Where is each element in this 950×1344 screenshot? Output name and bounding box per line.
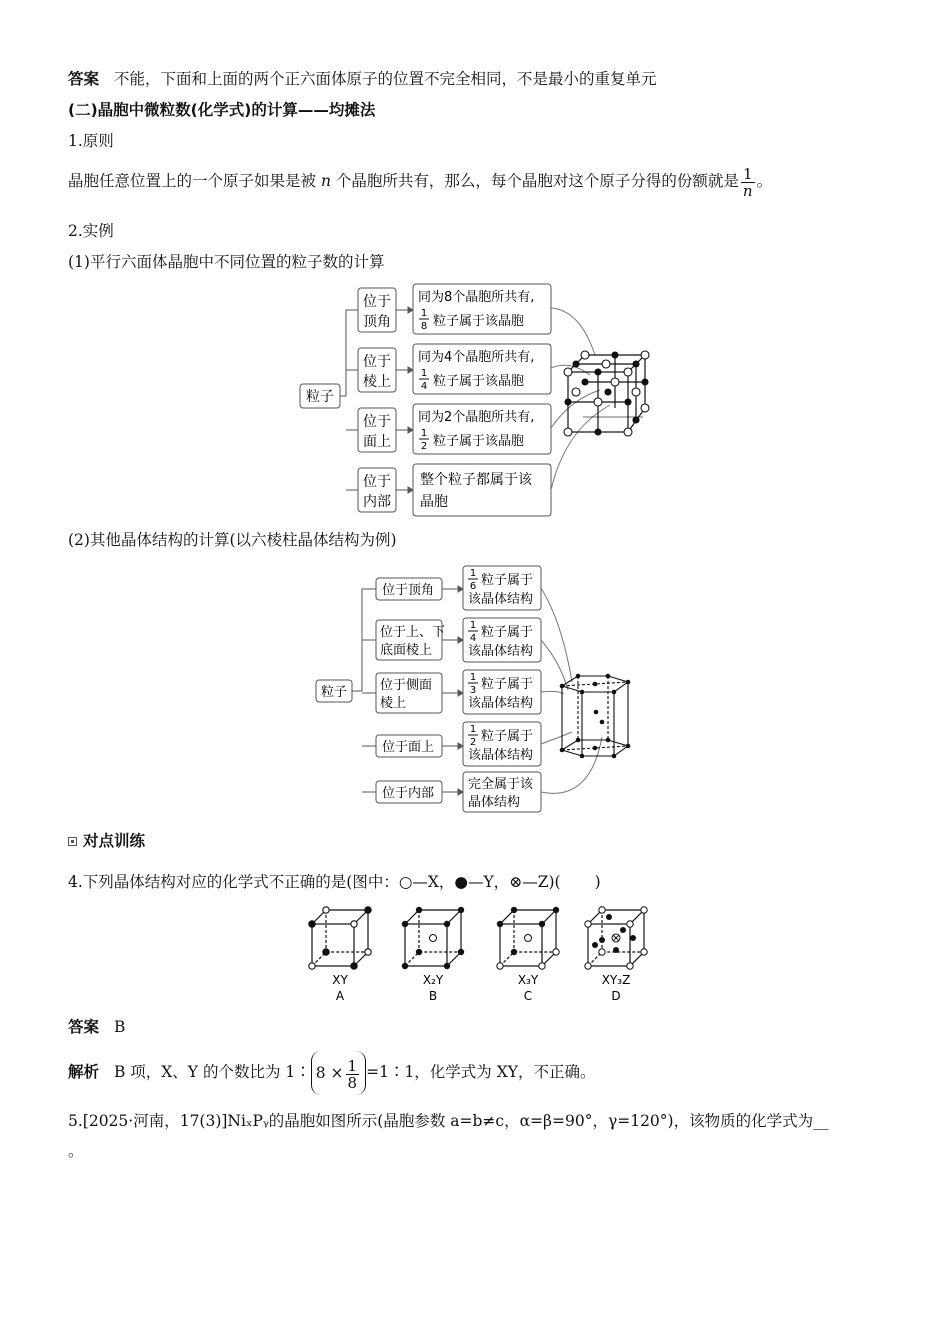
svg-text:该晶体结构: 该晶体结构 (468, 748, 534, 763)
svg-text:XY: XY (332, 973, 348, 987)
fraction-1-n: $\frac{1}{n}$ (742, 164, 753, 200)
svg-text:X₃Y: X₃Y (517, 973, 539, 987)
d1-pos-edge (358, 348, 396, 392)
d2-pos-interior (376, 781, 442, 803)
diagram-parallelepiped (290, 280, 670, 520)
principle-heading: 1.原则 (68, 132, 114, 150)
svg-text:整个粒子都属于该: 整个粒子都属于该 (420, 472, 532, 488)
svg-text:同为8个晶胞所共有,: 同为8个晶胞所共有, (418, 290, 535, 305)
svg-text:位于: 位于 (363, 474, 391, 490)
d2-desc-vertex (463, 566, 541, 610)
svg-text:6: 6 (469, 581, 477, 592)
svg-text:4: 4 (420, 381, 428, 392)
q4-explanation: 解析 B 项，X、Y 的个数比为 1∶ 8 × $\frac{1}{8}$ =1∶1，化学式为 XY，不正确。 (68, 1050, 596, 1095)
d2-pos-vertex (376, 578, 442, 600)
svg-text:位于顶角: 位于顶角 (382, 583, 435, 598)
hexagonal-prism-figure (562, 676, 628, 756)
svg-text:8: 8 (420, 321, 428, 332)
diagram-hexagonal-prism (310, 562, 650, 818)
answer-line (68, 68, 656, 90)
d2-pos-face (376, 735, 442, 757)
practice-heading: 对点训练 (68, 830, 145, 852)
example-sub1: (1)平行六面体晶胞中不同位置的粒子数的计算 (68, 253, 385, 271)
svg-text:晶胞: 晶胞 (420, 494, 448, 510)
svg-text:位于: 位于 (363, 414, 391, 430)
q4-stem: 4.下列晶体结构对应的化学式不正确的是(图中：○—X，●—Y，⊗—Z)( ) (68, 873, 601, 891)
svg-text:底面棱上: 底面棱上 (380, 643, 433, 658)
answer-text: 不能，下面和上面的两个正六面体原子的位置不完全相同，不是最小的重复单元 (113, 70, 657, 88)
svg-text:C: C (523, 989, 533, 1003)
option-d-cell (585, 907, 647, 969)
d1-root: 粒子 (306, 389, 334, 405)
svg-text:1: 1 (469, 568, 477, 579)
svg-text:位于面上: 位于面上 (382, 740, 435, 755)
option-c-cell (497, 907, 559, 969)
q4-answer: 答案 B (68, 1018, 126, 1036)
d2-desc-interior (463, 772, 541, 812)
svg-text:棱上: 棱上 (380, 696, 407, 711)
svg-text:1: 1 (469, 672, 477, 683)
svg-text:棱上: 棱上 (363, 374, 391, 390)
explain-paren-group: 8 × $\frac{1}{8}$ (311, 1051, 366, 1095)
svg-text:粒子属于: 粒子属于 (481, 677, 534, 692)
svg-text:粒子属于: 粒子属于 (481, 729, 534, 744)
svg-text:粒子属于该晶胞: 粒子属于该晶胞 (433, 374, 525, 389)
svg-text:晶体结构: 晶体结构 (468, 795, 521, 810)
svg-text:内部: 内部 (363, 494, 391, 510)
svg-text:2: 2 (469, 737, 477, 748)
option-b-cell (402, 907, 464, 969)
d2-pos-side-edge (376, 673, 442, 713)
svg-text:1: 1 (420, 308, 428, 319)
svg-text:该晶体结构: 该晶体结构 (468, 592, 534, 607)
svg-text:同为4个晶胞所共有,: 同为4个晶胞所共有, (418, 350, 535, 365)
q5-stem-end: 。 (68, 1142, 84, 1160)
open-circle-icon: ○ (398, 873, 413, 891)
hexagonal-prism-atoms (560, 674, 631, 759)
q4-options-figure (300, 900, 660, 1010)
square-icon (68, 837, 77, 846)
svg-text:面上: 面上 (363, 434, 391, 450)
svg-text:B: B (428, 989, 438, 1003)
svg-text:同为2个晶胞所共有,: 同为2个晶胞所共有, (418, 410, 535, 425)
d1-pos-vertex (358, 288, 396, 332)
svg-text:位于: 位于 (363, 294, 391, 310)
d1-desc-vertex (413, 284, 551, 334)
d2-pos-base-edge (376, 620, 445, 660)
svg-text:D: D (611, 989, 621, 1003)
svg-text:位于: 位于 (363, 354, 391, 370)
svg-text:该晶体结构: 该晶体结构 (468, 644, 534, 659)
svg-text:该晶体结构: 该晶体结构 (468, 696, 534, 711)
svg-text:1: 1 (420, 368, 428, 379)
crossed-circle-icon: ⊗ (509, 873, 523, 891)
d1-pos-interior (358, 468, 396, 512)
svg-text:粒子属于该晶胞: 粒子属于该晶胞 (433, 434, 525, 449)
d1-desc-interior (413, 464, 551, 516)
svg-text:XY₃Z: XY₃Z (601, 973, 631, 987)
svg-text:A: A (335, 989, 345, 1003)
svg-text:顶角: 顶角 (363, 314, 391, 330)
svg-text:X₂Y: X₂Y (422, 973, 444, 987)
svg-text:2: 2 (420, 441, 428, 452)
answer-label: 答案 (68, 70, 100, 88)
d1-desc-face (413, 404, 551, 454)
svg-text:位于内部: 位于内部 (382, 786, 435, 801)
filled-circle-icon: ● (454, 873, 468, 891)
svg-text:粒子属于: 粒子属于 (481, 573, 534, 588)
example-sub2: (2)其他晶体结构的计算(以六棱柱晶体结构为例) (68, 531, 397, 549)
svg-text:3: 3 (469, 685, 477, 696)
d2-root: 粒子 (320, 685, 348, 700)
option-a-cell (309, 907, 371, 969)
d1-pos-face (358, 408, 396, 452)
svg-text:1: 1 (420, 428, 428, 439)
svg-text:4: 4 (469, 633, 477, 644)
svg-text:位于侧面: 位于侧面 (380, 678, 433, 693)
examples-heading: 2.实例 (68, 222, 114, 240)
svg-text:1: 1 (469, 620, 477, 631)
svg-text:1: 1 (469, 724, 477, 735)
cube-atoms (564, 351, 649, 436)
principle-text: 晶胞任意位置上的一个原子如果是被 n 个晶胞所共有，那么，每个晶胞对这个原子分得的份额就是 $\frac{1}{n}$ 。 (68, 164, 773, 200)
svg-text:位于上、下: 位于上、下 (380, 625, 446, 640)
d2-desc-base-edge (463, 618, 541, 662)
svg-text:粒子属于: 粒子属于 (481, 625, 534, 640)
section-title: (二)晶胞中微粒数(化学式)的计算——均摊法 (68, 101, 376, 119)
q5-stem: 5.[2025·河南，17(3)]NiₓPᵧ的晶胞如图所示(晶胞参数 a=b≠c，α=β=90°，γ=120°)，该物质的化学式为__ (68, 1112, 829, 1130)
d2-desc-face (463, 722, 541, 766)
d1-desc-edge (413, 344, 551, 394)
svg-text:完全属于该: 完全属于该 (468, 777, 534, 792)
d2-desc-side-edge (463, 670, 541, 714)
svg-text:粒子属于该晶胞: 粒子属于该晶胞 (433, 314, 525, 329)
